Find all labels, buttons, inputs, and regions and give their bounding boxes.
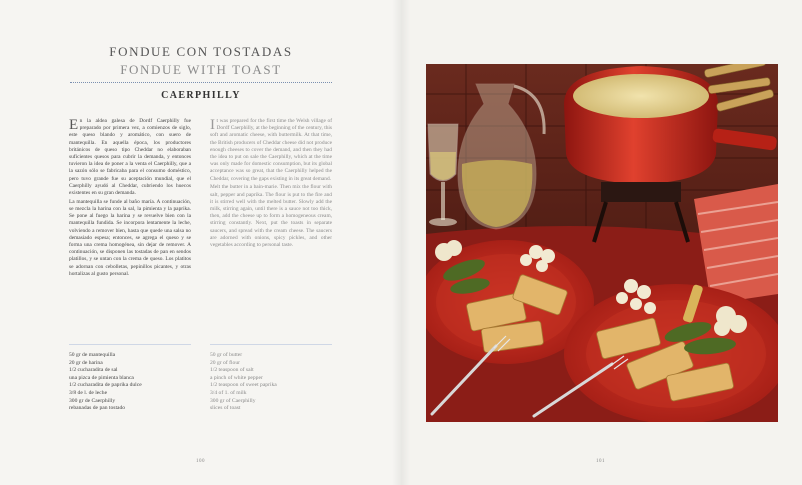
book-gutter-shadow xyxy=(392,0,410,485)
spanish-intro-text: n la aldea galesa de Dordf Caerphilly fue preparado por primera vez, a comienzos de siglo, este queso blando y aromático, con suero de mantequilla. En aquella época, los productores británicos de queso tipo Cheddar no elaboraban suficientes quesos para cubrir la demanda, y entonces tuvieron la idea de poner a la venta el Caerphilly, que a la sazón sólo se fabricaba para el consumo doméstico, pero tuvo grande fue su aceptación mundial, que el Caerphilly ayudó al Cheddar, cubriendo los huecos existentes en su gran demanda. xyxy=(69,118,191,197)
ingredient-item: 1/2 cucharadita de sal xyxy=(69,367,118,374)
recipe-title-english: FONDUE WITH TOAST xyxy=(120,62,282,77)
fondue-photo xyxy=(426,64,778,422)
ingredient-item: slices of toast xyxy=(210,405,241,412)
ingredients-divider-english xyxy=(210,344,332,345)
english-method-paragraph: Melt the butter in a bain-marie. Then mix the flour with salt, pepper and paprika. The flour is put to the fire and it is stirred well with the melted butter. Slowly add the milk, stirring again, until there is a sauce not too thick, then, add the cheese up to form a homogeneous cream, stirring constantly. Next, put the toasts in separate saucers, and spread with the cream cheese. The saucers are adorned with onions, spicy pickles, and other vegetables according to personal taste. xyxy=(210,184,332,249)
ingredients-list-english xyxy=(210,352,334,413)
ingredient-item: 3/4 of 1. of milk xyxy=(210,389,247,396)
ingredient-item: 1/2 teaspoon of salt xyxy=(210,367,254,374)
melted-cheese xyxy=(573,74,709,118)
english-intro-text: t was prepared for the first time the Welsh village of Dordf Caerphilly, at the beginning of the century, this soft and aromatic cheese, with buttermilk. At that time, the British producers of Cheddar cheese did not produce enough cheeses to cover the demand, and then they had the idea to put on sale the Caerphilly, which at the time was only made for domestic consumption, but its global acceptance was so great, that the Caerphilly helped the Cheddar, covering the gaps existing in its great demand. xyxy=(210,118,332,182)
ingredient-item: una pizca de pimienta blanca xyxy=(69,374,134,381)
dropcap-spanish: E xyxy=(69,117,79,133)
ingredient-item: 1/2 teaspoon of sweet paprika xyxy=(210,382,277,389)
ingredient-item: 50 gr of butter xyxy=(210,352,243,358)
ingredient-item: 1/2 cucharadita de paprika dulce xyxy=(69,382,142,389)
spanish-intro-paragraph xyxy=(69,118,191,197)
ingredient-item: 300 gr of Caerphilly xyxy=(210,397,256,404)
page-number-left: 100 xyxy=(196,459,205,464)
ingredient-item: 3/8 de l. de leche xyxy=(69,389,108,396)
ingredient-item: 50 gr de mantequilla xyxy=(69,352,116,358)
ingredient-item: a pinch of white pepper xyxy=(210,374,263,381)
english-text-column xyxy=(210,118,332,251)
dropcap-english: I xyxy=(210,117,215,133)
english-intro-paragraph xyxy=(210,118,332,183)
recipe-title-spanish: FONDUE CON TOSTADAS xyxy=(109,44,293,59)
burner-stand xyxy=(601,182,681,202)
ingredient-item: 20 gr of flour xyxy=(210,359,240,366)
page-number-right: 101 xyxy=(596,459,605,464)
fondue-photo-illustration xyxy=(426,64,778,422)
ingredients-list-spanish xyxy=(69,352,193,413)
ingredient-item: rebanadas de pan tostado xyxy=(69,405,126,412)
cheese-name-heading: CAERPHILLY xyxy=(161,90,241,101)
ingredient-item: 300 gr de Caerphilly xyxy=(69,397,116,404)
title-dotted-divider xyxy=(70,82,332,83)
spanish-text-column xyxy=(69,118,191,280)
spanish-method-paragraph: La mantequilla se funde al baño maría. A continuación, se mezcla la harina con la sal, la pimienta y la paprika. Se pone al fuego la harina y se revuelve bien con la mantequilla fundida. Se incorpora lentamente la leche, volviendo a remover bien, hasta que quede una salsa no demasiado espesa; entonces, se agrega el queso y se forma una crema homogénea, sin dejar de remover. A continuación, se disponen las tostadas de pan en sendos platillos, y se untan con la crema de queso. Los platitos se adornan con cebolletas, pepinillos picantes, y otras hortalizas al gusto personal. xyxy=(69,198,191,277)
ingredients-divider-spanish xyxy=(69,344,191,345)
ingredient-item: 20 gr de harina xyxy=(69,359,103,366)
